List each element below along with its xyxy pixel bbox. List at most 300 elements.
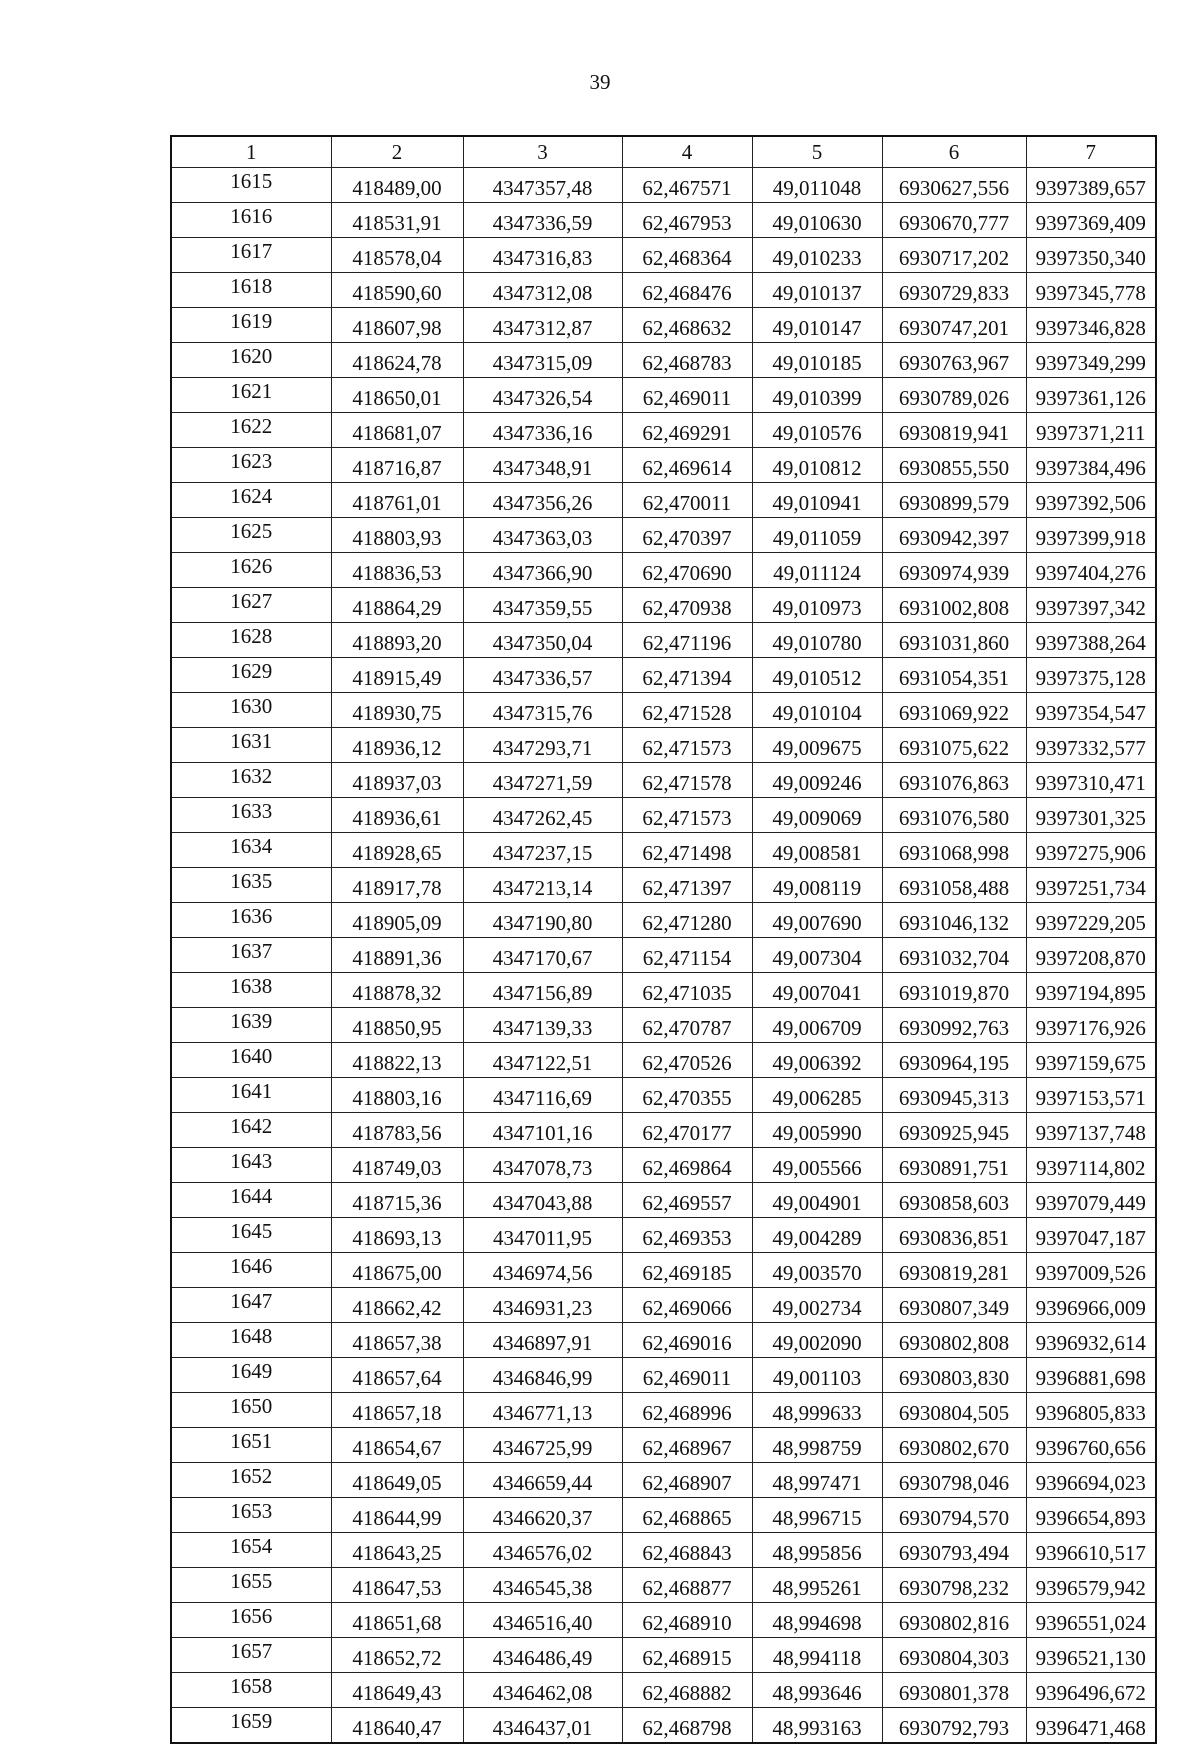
point-number-cell: 1616	[171, 203, 331, 238]
table-row	[171, 1183, 1156, 1218]
coord-y2-cell: 9397397,342	[1026, 588, 1156, 623]
latitude-cell: 62,470787	[622, 1008, 752, 1043]
longitude-cell: 48,995261	[752, 1568, 882, 1603]
coord-y-cell: 4346771,13	[463, 1393, 622, 1428]
coord-x2-cell: 6930858,603	[882, 1183, 1026, 1218]
latitude-cell: 62,469185	[622, 1253, 752, 1288]
coord-y-cell: 4347116,69	[463, 1078, 622, 1113]
coord-y-cell: 4347315,76	[463, 693, 622, 728]
coord-x-cell: 418930,75	[331, 693, 463, 728]
longitude-cell: 49,009246	[752, 763, 882, 798]
latitude-cell: 62,471154	[622, 938, 752, 973]
coord-y-cell: 4347350,04	[463, 623, 622, 658]
point-number-cell: 1658	[171, 1673, 331, 1708]
coord-x2-cell: 6931069,922	[882, 693, 1026, 728]
point-number-cell: 1622	[171, 413, 331, 448]
point-number-cell: 1657	[171, 1638, 331, 1673]
table-row	[171, 1288, 1156, 1323]
table-row	[171, 1463, 1156, 1498]
point-number-cell: 1653	[171, 1498, 331, 1533]
coord-x-cell: 418761,01	[331, 483, 463, 518]
latitude-cell: 62,471498	[622, 833, 752, 868]
table-row	[171, 1008, 1156, 1043]
point-number-cell: 1649	[171, 1358, 331, 1393]
column-header: 6	[882, 136, 1026, 168]
coord-y2-cell: 9397350,340	[1026, 238, 1156, 273]
latitude-cell: 62,471573	[622, 728, 752, 763]
coord-x-cell: 418675,00	[331, 1253, 463, 1288]
coord-y2-cell: 9396471,468	[1026, 1708, 1156, 1744]
coord-y2-cell: 9396496,672	[1026, 1673, 1156, 1708]
table-row	[171, 518, 1156, 553]
latitude-cell: 62,467953	[622, 203, 752, 238]
point-number-cell: 1623	[171, 448, 331, 483]
coord-x2-cell: 6930627,556	[882, 168, 1026, 203]
coord-x-cell: 418716,87	[331, 448, 463, 483]
table-row	[171, 483, 1156, 518]
point-number-cell: 1626	[171, 553, 331, 588]
longitude-cell: 49,002734	[752, 1288, 882, 1323]
point-number-cell: 1651	[171, 1428, 331, 1463]
point-number-cell: 1647	[171, 1288, 331, 1323]
latitude-cell: 62,469291	[622, 413, 752, 448]
longitude-cell: 49,010185	[752, 343, 882, 378]
coord-y-cell: 4347122,51	[463, 1043, 622, 1078]
coord-y2-cell: 9397159,675	[1026, 1043, 1156, 1078]
table-row	[171, 308, 1156, 343]
column-header: 3	[463, 136, 622, 168]
latitude-cell: 62,469557	[622, 1183, 752, 1218]
table-row	[171, 1113, 1156, 1148]
latitude-cell: 62,469011	[622, 378, 752, 413]
longitude-cell: 49,009675	[752, 728, 882, 763]
coord-x-cell: 418624,78	[331, 343, 463, 378]
coord-x2-cell: 6930794,570	[882, 1498, 1026, 1533]
coord-x2-cell: 6930855,550	[882, 448, 1026, 483]
coord-x-cell: 418640,47	[331, 1708, 463, 1744]
longitude-cell: 48,993646	[752, 1673, 882, 1708]
table-row	[171, 658, 1156, 693]
coord-y2-cell: 9397389,657	[1026, 168, 1156, 203]
longitude-cell: 49,010104	[752, 693, 882, 728]
coord-y2-cell: 9396760,656	[1026, 1428, 1156, 1463]
longitude-cell: 49,001103	[752, 1358, 882, 1393]
coord-y-cell: 4347363,03	[463, 518, 622, 553]
coord-x-cell: 418905,09	[331, 903, 463, 938]
point-number-cell: 1617	[171, 238, 331, 273]
longitude-cell: 49,008581	[752, 833, 882, 868]
longitude-cell: 49,011048	[752, 168, 882, 203]
coord-x-cell: 418654,67	[331, 1428, 463, 1463]
table-row	[171, 553, 1156, 588]
table-row	[171, 1673, 1156, 1708]
coord-x-cell: 418928,65	[331, 833, 463, 868]
coord-x2-cell: 6930819,281	[882, 1253, 1026, 1288]
coord-x-cell: 418643,25	[331, 1533, 463, 1568]
coord-x2-cell: 6930942,397	[882, 518, 1026, 553]
coord-y-cell: 4346897,91	[463, 1323, 622, 1358]
coord-y2-cell: 9397114,802	[1026, 1148, 1156, 1183]
point-number-cell: 1628	[171, 623, 331, 658]
latitude-cell: 62,470938	[622, 588, 752, 623]
coord-y-cell: 4347213,14	[463, 868, 622, 903]
coord-x2-cell: 6931068,998	[882, 833, 1026, 868]
coord-y-cell: 4347315,09	[463, 343, 622, 378]
coord-y2-cell: 9397371,211	[1026, 413, 1156, 448]
coord-x2-cell: 6931076,580	[882, 798, 1026, 833]
coord-y2-cell: 9396521,130	[1026, 1638, 1156, 1673]
column-header: 1	[171, 136, 331, 168]
coord-x2-cell: 6930899,579	[882, 483, 1026, 518]
coord-x-cell: 418657,18	[331, 1393, 463, 1428]
coord-x2-cell: 6930804,303	[882, 1638, 1026, 1673]
coord-y-cell: 4347101,16	[463, 1113, 622, 1148]
latitude-cell: 62,471528	[622, 693, 752, 728]
coord-x2-cell: 6931019,870	[882, 973, 1026, 1008]
latitude-cell: 62,469011	[622, 1358, 752, 1393]
coord-y2-cell: 9397176,926	[1026, 1008, 1156, 1043]
longitude-cell: 49,005566	[752, 1148, 882, 1183]
table-row	[171, 413, 1156, 448]
longitude-cell: 49,010233	[752, 238, 882, 273]
latitude-cell: 62,471196	[622, 623, 752, 658]
coord-y-cell: 4347011,95	[463, 1218, 622, 1253]
coord-x2-cell: 6930803,830	[882, 1358, 1026, 1393]
latitude-cell: 62,470690	[622, 553, 752, 588]
longitude-cell: 49,008119	[752, 868, 882, 903]
coord-x2-cell: 6930792,793	[882, 1708, 1026, 1744]
coord-y-cell: 4346974,56	[463, 1253, 622, 1288]
table-row	[171, 1253, 1156, 1288]
coord-y-cell: 4347359,55	[463, 588, 622, 623]
point-number-cell: 1615	[171, 168, 331, 203]
table-row	[171, 203, 1156, 238]
table-row	[171, 273, 1156, 308]
table-row	[171, 1323, 1156, 1358]
coord-x2-cell: 6930992,763	[882, 1008, 1026, 1043]
table-row	[171, 1533, 1156, 1568]
latitude-cell: 62,468915	[622, 1638, 752, 1673]
coord-y2-cell: 9396654,893	[1026, 1498, 1156, 1533]
coord-y2-cell: 9396805,833	[1026, 1393, 1156, 1428]
longitude-cell: 49,006392	[752, 1043, 882, 1078]
coord-x-cell: 418693,13	[331, 1218, 463, 1253]
latitude-cell: 62,471035	[622, 973, 752, 1008]
table-row	[171, 1603, 1156, 1638]
coord-x-cell: 418578,04	[331, 238, 463, 273]
longitude-cell: 49,010780	[752, 623, 882, 658]
column-header: 7	[1026, 136, 1156, 168]
coord-x2-cell: 6931046,132	[882, 903, 1026, 938]
table-row	[171, 1638, 1156, 1673]
coord-y2-cell: 9397349,299	[1026, 343, 1156, 378]
latitude-cell: 62,471573	[622, 798, 752, 833]
point-number-cell: 1641	[171, 1078, 331, 1113]
coord-x2-cell: 6930807,349	[882, 1288, 1026, 1323]
coord-x-cell: 418893,20	[331, 623, 463, 658]
longitude-cell: 49,004901	[752, 1183, 882, 1218]
coord-x2-cell: 6931031,860	[882, 623, 1026, 658]
latitude-cell: 62,468783	[622, 343, 752, 378]
coord-y2-cell: 9396579,942	[1026, 1568, 1156, 1603]
coord-y-cell: 4346725,99	[463, 1428, 622, 1463]
latitude-cell: 62,468967	[622, 1428, 752, 1463]
coord-x-cell: 418652,72	[331, 1638, 463, 1673]
point-number-cell: 1620	[171, 343, 331, 378]
point-number-cell: 1635	[171, 868, 331, 903]
coord-y2-cell: 9397384,496	[1026, 448, 1156, 483]
point-number-cell: 1639	[171, 1008, 331, 1043]
coord-y2-cell: 9397137,748	[1026, 1113, 1156, 1148]
point-number-cell: 1629	[171, 658, 331, 693]
coord-x2-cell: 6930798,232	[882, 1568, 1026, 1603]
point-number-cell: 1645	[171, 1218, 331, 1253]
coord-x-cell: 418803,93	[331, 518, 463, 553]
coord-x-cell: 418590,60	[331, 273, 463, 308]
longitude-cell: 49,010973	[752, 588, 882, 623]
coord-x2-cell: 6930964,195	[882, 1043, 1026, 1078]
coord-y2-cell: 9396551,024	[1026, 1603, 1156, 1638]
coord-y-cell: 4347366,90	[463, 553, 622, 588]
coord-x2-cell: 6931058,488	[882, 868, 1026, 903]
point-number-cell: 1656	[171, 1603, 331, 1638]
coord-x2-cell: 6930793,494	[882, 1533, 1026, 1568]
coord-x-cell: 418715,36	[331, 1183, 463, 1218]
latitude-cell: 62,469864	[622, 1148, 752, 1183]
coord-x2-cell: 6930925,945	[882, 1113, 1026, 1148]
coord-y-cell: 4347237,15	[463, 833, 622, 868]
latitude-cell: 62,471578	[622, 763, 752, 798]
point-number-cell: 1621	[171, 378, 331, 413]
coord-x-cell: 418864,29	[331, 588, 463, 623]
coord-x2-cell: 6931076,863	[882, 763, 1026, 798]
coord-y2-cell: 9397275,906	[1026, 833, 1156, 868]
coord-y2-cell: 9397399,918	[1026, 518, 1156, 553]
coord-y-cell: 4347139,33	[463, 1008, 622, 1043]
point-number-cell: 1636	[171, 903, 331, 938]
latitude-cell: 62,468882	[622, 1673, 752, 1708]
coord-y2-cell: 9397354,547	[1026, 693, 1156, 728]
table-row	[171, 1148, 1156, 1183]
coord-y-cell: 4347348,91	[463, 448, 622, 483]
latitude-cell: 62,468476	[622, 273, 752, 308]
coord-x-cell: 418647,53	[331, 1568, 463, 1603]
coord-x-cell: 418822,13	[331, 1043, 463, 1078]
longitude-cell: 48,998759	[752, 1428, 882, 1463]
coord-x-cell: 418607,98	[331, 308, 463, 343]
coord-y2-cell: 9397079,449	[1026, 1183, 1156, 1218]
coord-y2-cell: 9397346,828	[1026, 308, 1156, 343]
header-row	[171, 136, 1156, 168]
coord-y-cell: 4346462,08	[463, 1673, 622, 1708]
table-row	[171, 693, 1156, 728]
coord-x-cell: 418662,42	[331, 1288, 463, 1323]
coord-y-cell: 4346659,44	[463, 1463, 622, 1498]
longitude-cell: 49,006285	[752, 1078, 882, 1113]
coord-y-cell: 4347312,08	[463, 273, 622, 308]
point-number-cell: 1652	[171, 1463, 331, 1498]
latitude-cell: 62,470177	[622, 1113, 752, 1148]
longitude-cell: 49,003570	[752, 1253, 882, 1288]
coord-y2-cell: 9397332,577	[1026, 728, 1156, 763]
coord-x2-cell: 6930802,670	[882, 1428, 1026, 1463]
latitude-cell: 62,471394	[622, 658, 752, 693]
table-row	[171, 938, 1156, 973]
point-number-cell: 1631	[171, 728, 331, 763]
latitude-cell: 62,469614	[622, 448, 752, 483]
coord-x2-cell: 6930804,505	[882, 1393, 1026, 1428]
point-number-cell: 1634	[171, 833, 331, 868]
coord-y2-cell: 9396966,009	[1026, 1288, 1156, 1323]
longitude-cell: 49,010147	[752, 308, 882, 343]
coord-x-cell: 418657,64	[331, 1358, 463, 1393]
table-row	[171, 588, 1156, 623]
coord-y-cell: 4347336,16	[463, 413, 622, 448]
coord-x-cell: 418891,36	[331, 938, 463, 973]
point-number-cell: 1644	[171, 1183, 331, 1218]
coord-y2-cell: 9397153,571	[1026, 1078, 1156, 1113]
coord-y-cell: 4346846,99	[463, 1358, 622, 1393]
coord-x2-cell: 6930802,808	[882, 1323, 1026, 1358]
latitude-cell: 62,468798	[622, 1708, 752, 1744]
coord-x-cell: 418644,99	[331, 1498, 463, 1533]
coord-y-cell: 4347271,59	[463, 763, 622, 798]
coord-x2-cell: 6930974,939	[882, 553, 1026, 588]
point-number-cell: 1640	[171, 1043, 331, 1078]
longitude-cell: 48,999633	[752, 1393, 882, 1428]
longitude-cell: 49,010812	[752, 448, 882, 483]
coord-y2-cell: 9397392,506	[1026, 483, 1156, 518]
coord-x-cell: 418657,38	[331, 1323, 463, 1358]
coord-y-cell: 4347078,73	[463, 1148, 622, 1183]
coord-y-cell: 4347357,48	[463, 168, 622, 203]
point-number-cell: 1654	[171, 1533, 331, 1568]
table-row	[171, 1393, 1156, 1428]
table-row	[171, 1358, 1156, 1393]
point-number-cell: 1618	[171, 273, 331, 308]
coord-y2-cell: 9397047,187	[1026, 1218, 1156, 1253]
coord-x2-cell: 6931032,704	[882, 938, 1026, 973]
point-number-cell: 1637	[171, 938, 331, 973]
latitude-cell: 62,469353	[622, 1218, 752, 1253]
coord-x-cell: 418531,91	[331, 203, 463, 238]
point-number-cell: 1642	[171, 1113, 331, 1148]
coord-y-cell: 4346545,38	[463, 1568, 622, 1603]
coord-y-cell: 4347262,45	[463, 798, 622, 833]
table-row	[171, 1218, 1156, 1253]
table-row	[171, 973, 1156, 1008]
coordinates-table	[170, 135, 1157, 1744]
coord-y-cell: 4346931,23	[463, 1288, 622, 1323]
point-number-cell: 1646	[171, 1253, 331, 1288]
latitude-cell: 62,467571	[622, 168, 752, 203]
longitude-cell: 49,011124	[752, 553, 882, 588]
coord-y-cell: 4346486,49	[463, 1638, 622, 1673]
table-row	[171, 238, 1156, 273]
latitude-cell: 62,471280	[622, 903, 752, 938]
coord-x-cell: 418749,03	[331, 1148, 463, 1183]
coord-y2-cell: 9397194,895	[1026, 973, 1156, 1008]
latitude-cell: 62,470011	[622, 483, 752, 518]
longitude-cell: 49,004289	[752, 1218, 882, 1253]
latitude-cell: 62,468910	[622, 1603, 752, 1638]
coord-x-cell: 418915,49	[331, 658, 463, 693]
latitude-cell: 62,468865	[622, 1498, 752, 1533]
coord-x2-cell: 6930836,851	[882, 1218, 1026, 1253]
point-number-cell: 1638	[171, 973, 331, 1008]
coord-y2-cell: 9397229,205	[1026, 903, 1156, 938]
coord-y2-cell: 9397301,325	[1026, 798, 1156, 833]
point-number-cell: 1659	[171, 1708, 331, 1744]
coord-y-cell: 4347043,88	[463, 1183, 622, 1218]
table-row	[171, 1568, 1156, 1603]
latitude-cell: 62,468843	[622, 1533, 752, 1568]
coord-y2-cell: 9397388,264	[1026, 623, 1156, 658]
coord-y-cell: 4347356,26	[463, 483, 622, 518]
table-row	[171, 1428, 1156, 1463]
longitude-cell: 49,010941	[752, 483, 882, 518]
longitude-cell: 48,994698	[752, 1603, 882, 1638]
coord-x2-cell: 6930891,751	[882, 1148, 1026, 1183]
longitude-cell: 48,997471	[752, 1463, 882, 1498]
table-row	[171, 1708, 1156, 1744]
coord-x-cell: 418650,01	[331, 378, 463, 413]
coord-x2-cell: 6930729,833	[882, 273, 1026, 308]
longitude-cell: 48,994118	[752, 1638, 882, 1673]
coord-x-cell: 418489,00	[331, 168, 463, 203]
point-number-cell: 1630	[171, 693, 331, 728]
coord-x2-cell: 6931054,351	[882, 658, 1026, 693]
coord-x-cell: 418936,61	[331, 798, 463, 833]
table-row	[171, 1078, 1156, 1113]
coord-y-cell: 4347156,89	[463, 973, 622, 1008]
coord-x2-cell: 6930717,202	[882, 238, 1026, 273]
coord-y-cell: 4347312,87	[463, 308, 622, 343]
longitude-cell: 49,006709	[752, 1008, 882, 1043]
point-number-cell: 1627	[171, 588, 331, 623]
longitude-cell: 49,010576	[752, 413, 882, 448]
coord-y2-cell: 9397369,409	[1026, 203, 1156, 238]
latitude-cell: 62,470526	[622, 1043, 752, 1078]
table-row	[171, 728, 1156, 763]
coord-y2-cell: 9396932,614	[1026, 1323, 1156, 1358]
coord-x-cell: 418681,07	[331, 413, 463, 448]
table-row	[171, 343, 1156, 378]
longitude-cell: 49,005990	[752, 1113, 882, 1148]
longitude-cell: 49,010630	[752, 203, 882, 238]
coord-y-cell: 4347336,59	[463, 203, 622, 238]
table-body	[171, 168, 1156, 1744]
coord-y-cell: 4346437,01	[463, 1708, 622, 1744]
coord-y2-cell: 9397361,126	[1026, 378, 1156, 413]
table-row	[171, 903, 1156, 938]
coord-x2-cell: 6930802,816	[882, 1603, 1026, 1638]
longitude-cell: 48,996715	[752, 1498, 882, 1533]
latitude-cell: 62,470397	[622, 518, 752, 553]
point-number-cell: 1625	[171, 518, 331, 553]
table-row	[171, 798, 1156, 833]
coord-x-cell: 418936,12	[331, 728, 463, 763]
coord-y-cell: 4346516,40	[463, 1603, 622, 1638]
column-header: 5	[752, 136, 882, 168]
latitude-cell: 62,468996	[622, 1393, 752, 1428]
point-number-cell: 1633	[171, 798, 331, 833]
coord-x2-cell: 6931075,622	[882, 728, 1026, 763]
coord-y-cell: 4347170,67	[463, 938, 622, 973]
coord-y-cell: 4347316,83	[463, 238, 622, 273]
table-row	[171, 1498, 1156, 1533]
point-number-cell: 1632	[171, 763, 331, 798]
